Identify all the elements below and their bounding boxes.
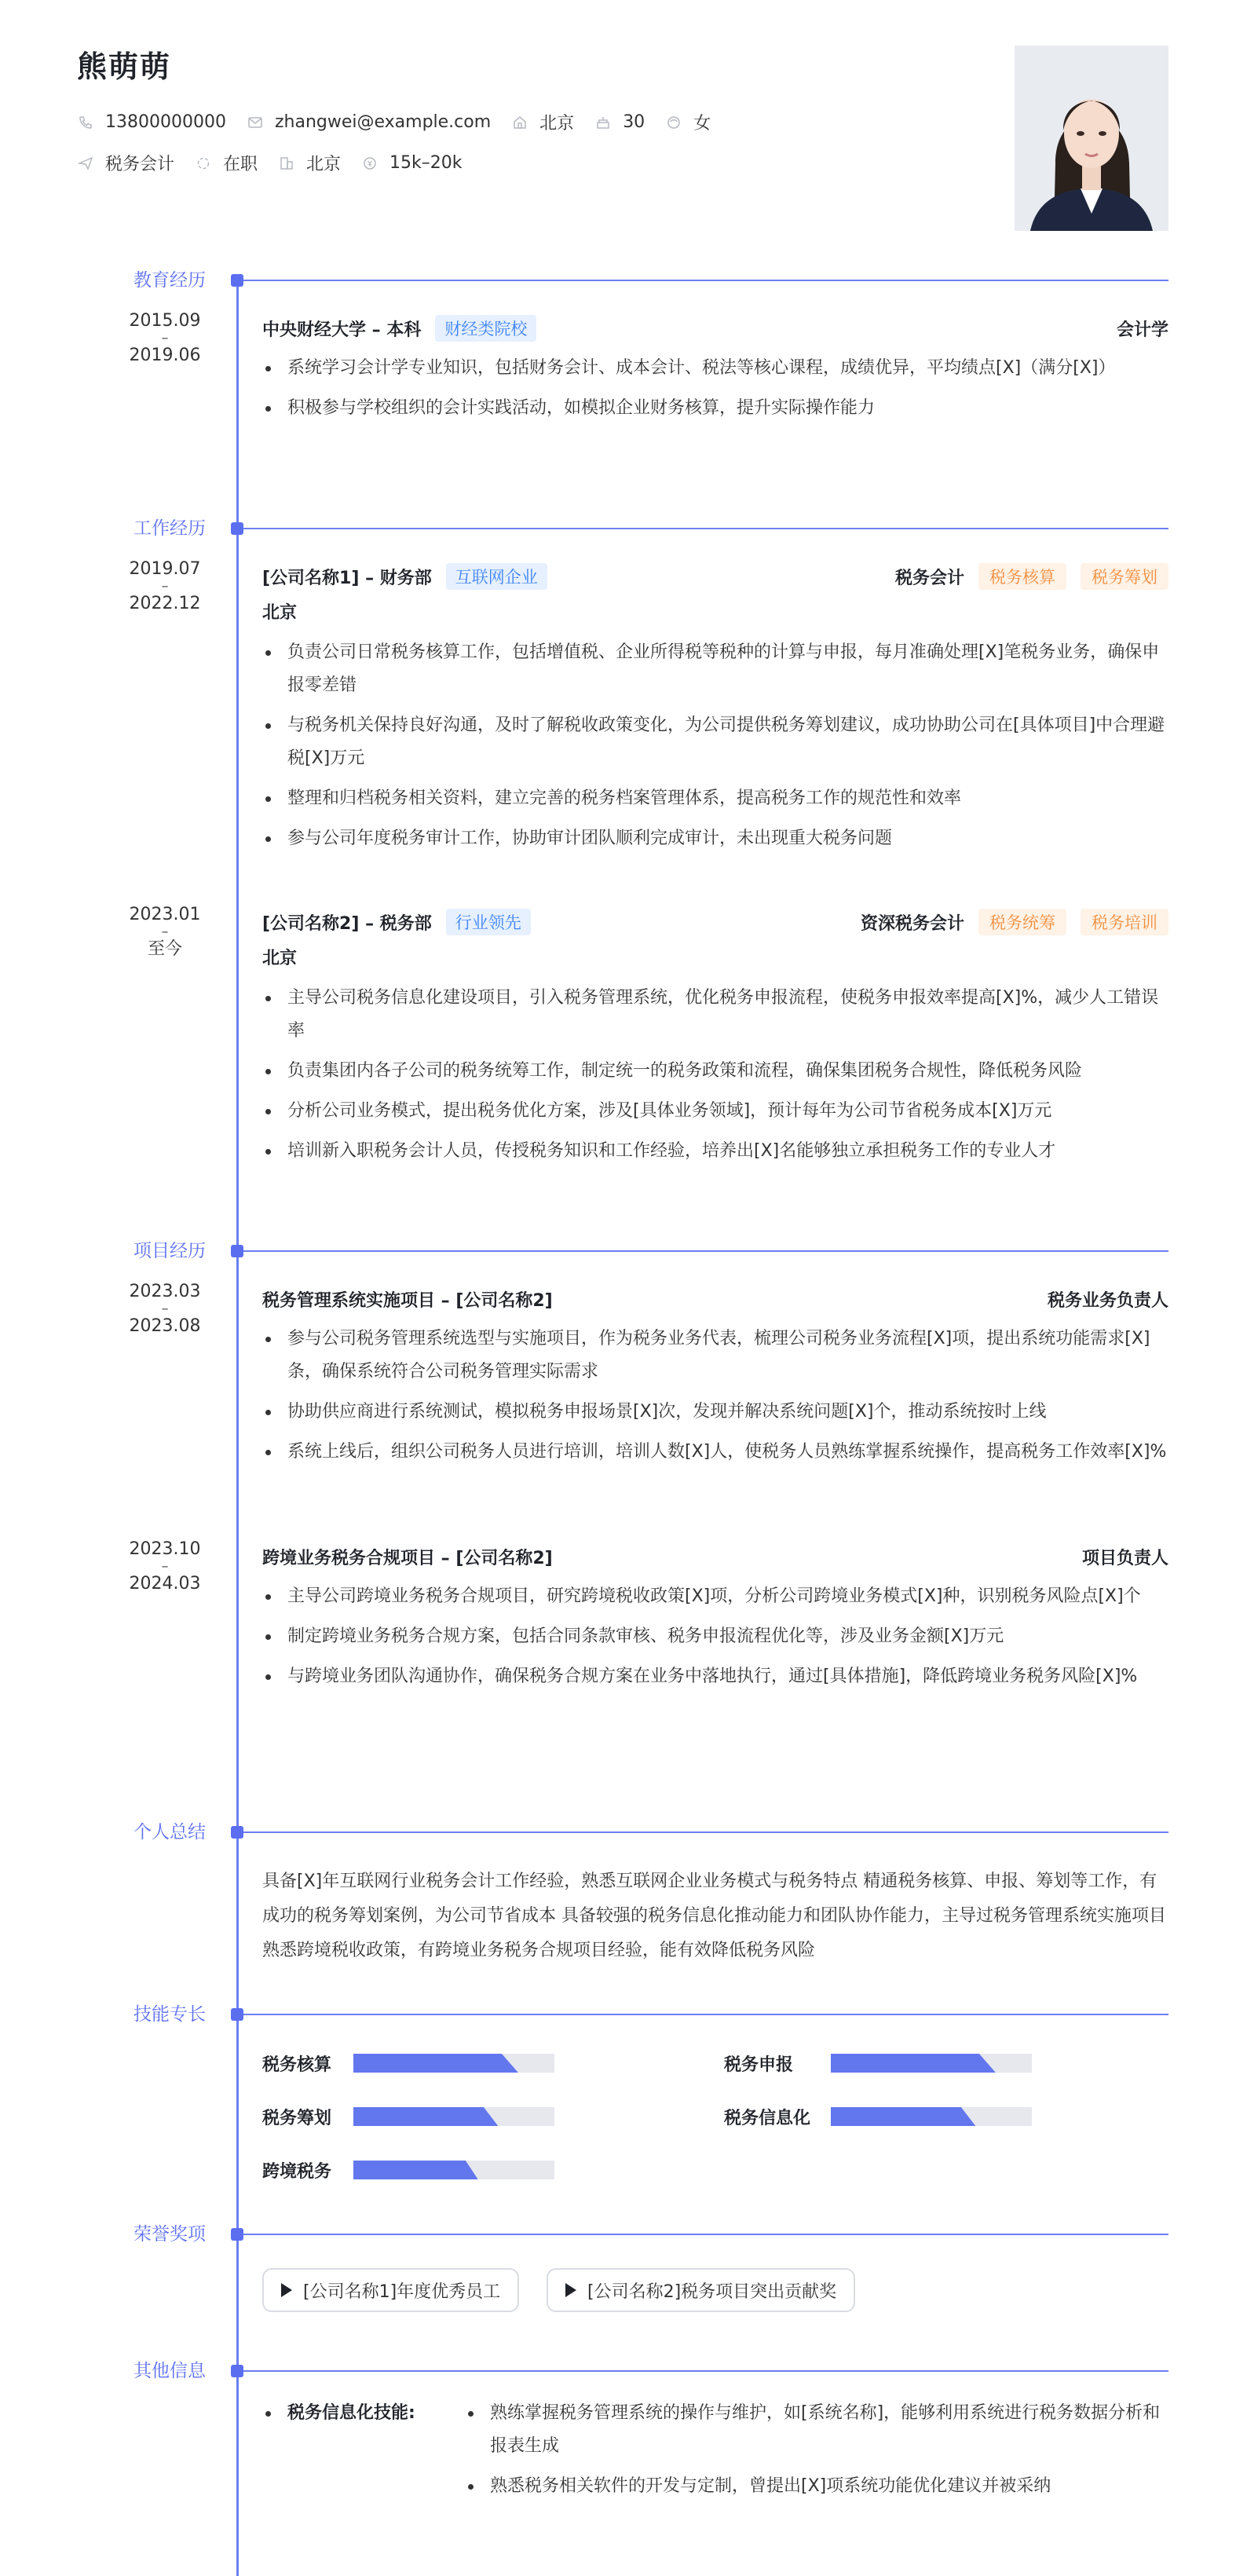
skill-label: 税务申报 (724, 2055, 794, 2075)
work-entry (262, 562, 1168, 862)
bullet-item: 负责公司日常税务核算工作，包括增值税、企业所得税等税种的计算与申报，每月准确处理[X]笔税务业务，确保申报零差错 (262, 636, 1168, 702)
work-bullets (262, 636, 1168, 855)
date-end: 至今 (147, 939, 182, 959)
timeline-dot (231, 1245, 243, 1257)
section-other-header (0, 2358, 1247, 2384)
section-divider (243, 1250, 1168, 1252)
project-date (110, 1282, 220, 1337)
bullet-item: 系统学习会计学专业知识，包括财务会计、成本会计、税法等核心课程，成绩优异，平均绩点[X]（满分[X]） (262, 352, 1168, 385)
date-end: 2022.12 (129, 594, 201, 613)
date-end: 2024.03 (129, 1574, 201, 1594)
section-title: 技能专长 (133, 2004, 206, 2025)
award-item (262, 2268, 519, 2312)
send-icon (77, 155, 94, 172)
bullet-item: 制定跨境业务税务合规方案，包括合同条款审核、税务申报流程优化等，涉及业务金额[X]万元 (262, 1620, 1168, 1653)
section-divider (243, 280, 1168, 281)
date-start: 2023.03 (129, 1282, 201, 1301)
skill-bar (353, 2107, 554, 2126)
section-education-header (0, 267, 1247, 294)
skill-tag: 税务筹划 (1081, 563, 1168, 590)
work-date (110, 905, 220, 960)
skill-item (262, 2158, 554, 2182)
age-item (594, 112, 645, 132)
work-bullets (262, 982, 1168, 1168)
bullet-item: 与税务机关保持良好沟通，及时了解税收政策变化，为公司提供税务筹划建议，成功协助公司在[具体项目]中合理避税[X]万元 (262, 709, 1168, 775)
skill-item (262, 2051, 554, 2075)
timeline-dot (231, 2365, 243, 2377)
salary-value: 15k–20k (389, 153, 463, 173)
other-label: 税务信息化技能: (287, 2403, 415, 2423)
project-bullets (262, 1323, 1168, 1469)
gender-item (665, 110, 711, 134)
skill-item (262, 2105, 554, 2128)
date-start: 2023.01 (129, 905, 201, 924)
project-name: 跨境业务税务合规项目 – [公司名称2] (262, 1548, 553, 1568)
education-date (110, 311, 220, 366)
section-title: 其他信息 (133, 2361, 206, 2381)
date-start: 2019.07 (129, 559, 201, 579)
education-entry (262, 314, 1168, 432)
date-separator: – (161, 578, 169, 595)
skill-bar-fill (831, 2107, 975, 2126)
date-separator: – (161, 1558, 169, 1575)
section-title: 项目经历 (133, 1241, 206, 1261)
project-bullets (262, 1580, 1168, 1693)
bullet-item: 积极参与学校组织的会计实践活动，如模拟企业财务核算，提升实际操作能力 (262, 392, 1168, 425)
section-project-header (0, 1238, 1247, 1264)
building-icon (278, 155, 295, 172)
job-location: 北京 (262, 949, 298, 968)
bullet-item: 分析公司业务模式，提出税务优化方案，涉及[具体业务领域]，预计每年为公司节省税务成本[X]万元 (262, 1095, 1168, 1128)
bullet-item: 培训新入职税务会计人员，传授税务知识和工作经验，培养出[X]名能够独立承担税务工作的专业人才 (262, 1135, 1168, 1168)
age-value: 30 (623, 112, 645, 132)
other-bullets (465, 2397, 1168, 2510)
section-divider (243, 528, 1168, 529)
skill-label: 跨境税务 (262, 2161, 332, 2182)
section-title: 教育经历 (133, 270, 206, 291)
position-value: 税务会计 (105, 155, 175, 174)
company-tag: 行业领先 (446, 909, 531, 935)
date-start: 2023.10 (129, 1539, 201, 1559)
position-item (77, 151, 174, 175)
section-work-header (0, 515, 1247, 542)
project-date (110, 1539, 220, 1594)
bullet-item: 整理和归档税务相关资料，建立完善的税务档案管理体系，提高税务工作的规范性和效率 (262, 782, 1168, 815)
email-value: zhangwei@example.com (274, 112, 492, 132)
date-separator: – (161, 1301, 169, 1317)
status-value: 在职 (223, 155, 258, 174)
job-title: 税务会计 (894, 568, 964, 588)
phone-icon (77, 114, 94, 131)
skill-bar-fill (353, 2054, 518, 2073)
play-triangle-icon (565, 2283, 576, 2297)
skill-item (724, 2105, 1032, 2128)
timeline-dot (231, 522, 243, 535)
award-label: [公司名称2]税务项目突出贡献奖 (587, 2281, 837, 2302)
section-divider (243, 1831, 1168, 1833)
section-title: 个人总结 (133, 1822, 206, 1842)
bullet-item: 参与公司税务管理系统选型与实施项目，作为税务业务代表，梳理公司税务业务流程[X]项，提出系统功能需求[X]条，确保系统符合公司税务管理实际需求 (262, 1323, 1168, 1389)
skill-bar (831, 2107, 1032, 2126)
award-label: [公司名称1]年度优秀员工 (303, 2281, 501, 2302)
mail-icon (247, 114, 264, 131)
school-name: 中央财经大学 – 本科 (262, 320, 422, 340)
status-item (195, 151, 258, 175)
contact-row (77, 110, 731, 134)
project-role: 项目负责人 (1081, 1548, 1168, 1568)
skill-item (724, 2051, 1032, 2075)
profile-photo (1015, 46, 1168, 231)
bullet-item: 负责集团内各子公司的税务统筹工作，制定统一的税务政策和流程，确保集团税务合规性，降低税务风险 (262, 1055, 1168, 1088)
bullet-item: 熟悉税务相关软件的开发与定制，曾提出[X]项系统功能优化建议并被采纳 (465, 2470, 1168, 2503)
section-summary-header (0, 1819, 1247, 1846)
bullet-item: 与跨境业务团队沟通协作，确保税务合规方案在业务中落地执行，通过[具体措施]，降低跨境业务税务风险[X]% (262, 1660, 1168, 1693)
play-triangle-icon (281, 2283, 292, 2297)
cake-icon (594, 114, 612, 131)
other-label-wrap (262, 2397, 465, 2431)
job-intent-row (77, 151, 483, 175)
bullet-item: 熟练掌握税务管理系统的操作与维护，如[系统名称]，能够利用系统进行税务数据分析和报表生成 (465, 2397, 1168, 2463)
job-location: 北京 (262, 603, 298, 623)
summary-text: 具备[X]年互联网行业税务会计工作经验，熟悉互联网企业业务模式与税务特点 精通税务核算、申报、筹划等工作，有成功的税务筹划案例，为公司节省成本 具备较强的税务信息化推动能力和团队协作能力，主导过税务管理系统实施项目 熟悉跨境税收政策，有跨境业务税务合规项目经验，能有效降低税务风险 (262, 1872, 1166, 1960)
section-title: 工作经历 (133, 518, 206, 539)
bullet-item: 协助供应商进行系统测试，模拟税务申报场景[X]次，发现并解决系统问题[X]个，推动系统按时上线 (262, 1396, 1168, 1429)
company-tag: 互联网企业 (446, 563, 547, 590)
home-icon (511, 114, 528, 131)
skill-tag: 税务统筹 (978, 909, 1066, 935)
work-entry (262, 908, 1168, 1175)
company-name: [公司名称1] – 财务部 (262, 568, 432, 588)
candidate-name: 熊萌萌 (77, 49, 172, 84)
section-skills-header (0, 2001, 1247, 2028)
section-title: 荣誉奖项 (133, 2224, 206, 2245)
other-info (262, 2397, 1168, 2510)
date-separator: – (161, 924, 169, 940)
skill-bar-fill (831, 2054, 996, 2073)
project-entry (262, 1542, 1168, 1700)
gender-value: 女 (693, 114, 711, 134)
bullet-item: 主导公司税务信息化建设项目，引入税务管理系统，优化税务申报流程，使税务申报效率提高[X]%，减少人工错误率 (262, 982, 1168, 1048)
skill-bar (831, 2054, 1032, 2073)
bullet-item: 参与公司年度税务审计工作，协助审计团队顺利完成审计，未出现重大税务问题 (262, 822, 1168, 855)
date-separator: – (161, 330, 169, 346)
phone-item (77, 112, 226, 132)
date-end: 2023.08 (129, 1316, 201, 1336)
email-item (247, 112, 491, 132)
section-honors-header (0, 2221, 1247, 2248)
timeline-dot (231, 1826, 243, 1839)
company-name: [公司名称2] – 税务部 (262, 913, 432, 934)
bullet-item: 主导公司跨境业务税务合规项目，研究跨境税收政策[X]项，分析公司跨境业务模式[X]种，识别税务风险点[X]个 (262, 1580, 1168, 1613)
work-city-item (278, 151, 341, 175)
section-divider (243, 2370, 1168, 2372)
honors-list (262, 2268, 1168, 2315)
city-value: 北京 (539, 114, 575, 134)
school-tag: 财经类院校 (435, 315, 536, 342)
date-end: 2019.06 (129, 346, 201, 365)
city-item (511, 110, 574, 134)
bullet-item: 系统上线后，组织公司税务人员进行培训，培训人数[X]人，使税务人员熟练掌握系统操作，提高税务工作效率[X]% (262, 1436, 1168, 1469)
salary-item (361, 153, 462, 173)
skill-label: 税务筹划 (262, 2108, 332, 2128)
bullet-dot (265, 2411, 271, 2417)
skill-label: 税务核算 (262, 2055, 332, 2075)
timeline-dot (231, 2228, 243, 2241)
skill-bar (353, 2161, 554, 2179)
section-divider (243, 2014, 1168, 2015)
skill-tag: 税务培训 (1081, 909, 1168, 935)
project-name: 税务管理系统实施项目 – [公司名称2] (262, 1290, 553, 1311)
money-icon (361, 155, 378, 172)
award-item (547, 2268, 855, 2312)
status-icon (195, 155, 212, 172)
skill-bar-fill (353, 2161, 478, 2179)
work-city-value: 北京 (306, 155, 342, 174)
education-bullets (262, 352, 1168, 425)
job-title: 资深税务会计 (860, 913, 964, 934)
skill-label: 税务信息化 (724, 2108, 811, 2128)
project-role: 税务业务负责人 (1047, 1290, 1168, 1311)
skill-tag: 税务核算 (978, 563, 1066, 590)
major: 会计学 (1116, 320, 1168, 340)
skill-bar-fill (353, 2107, 498, 2126)
work-date (110, 559, 220, 614)
section-divider (243, 2234, 1168, 2235)
skill-bar (353, 2054, 554, 2073)
timeline-dot (231, 274, 243, 287)
date-start: 2015.09 (129, 311, 201, 331)
gender-icon (665, 114, 682, 131)
phone-value: 13800000000 (105, 112, 226, 132)
project-entry (262, 1285, 1168, 1476)
timeline-dot (231, 2008, 243, 2021)
